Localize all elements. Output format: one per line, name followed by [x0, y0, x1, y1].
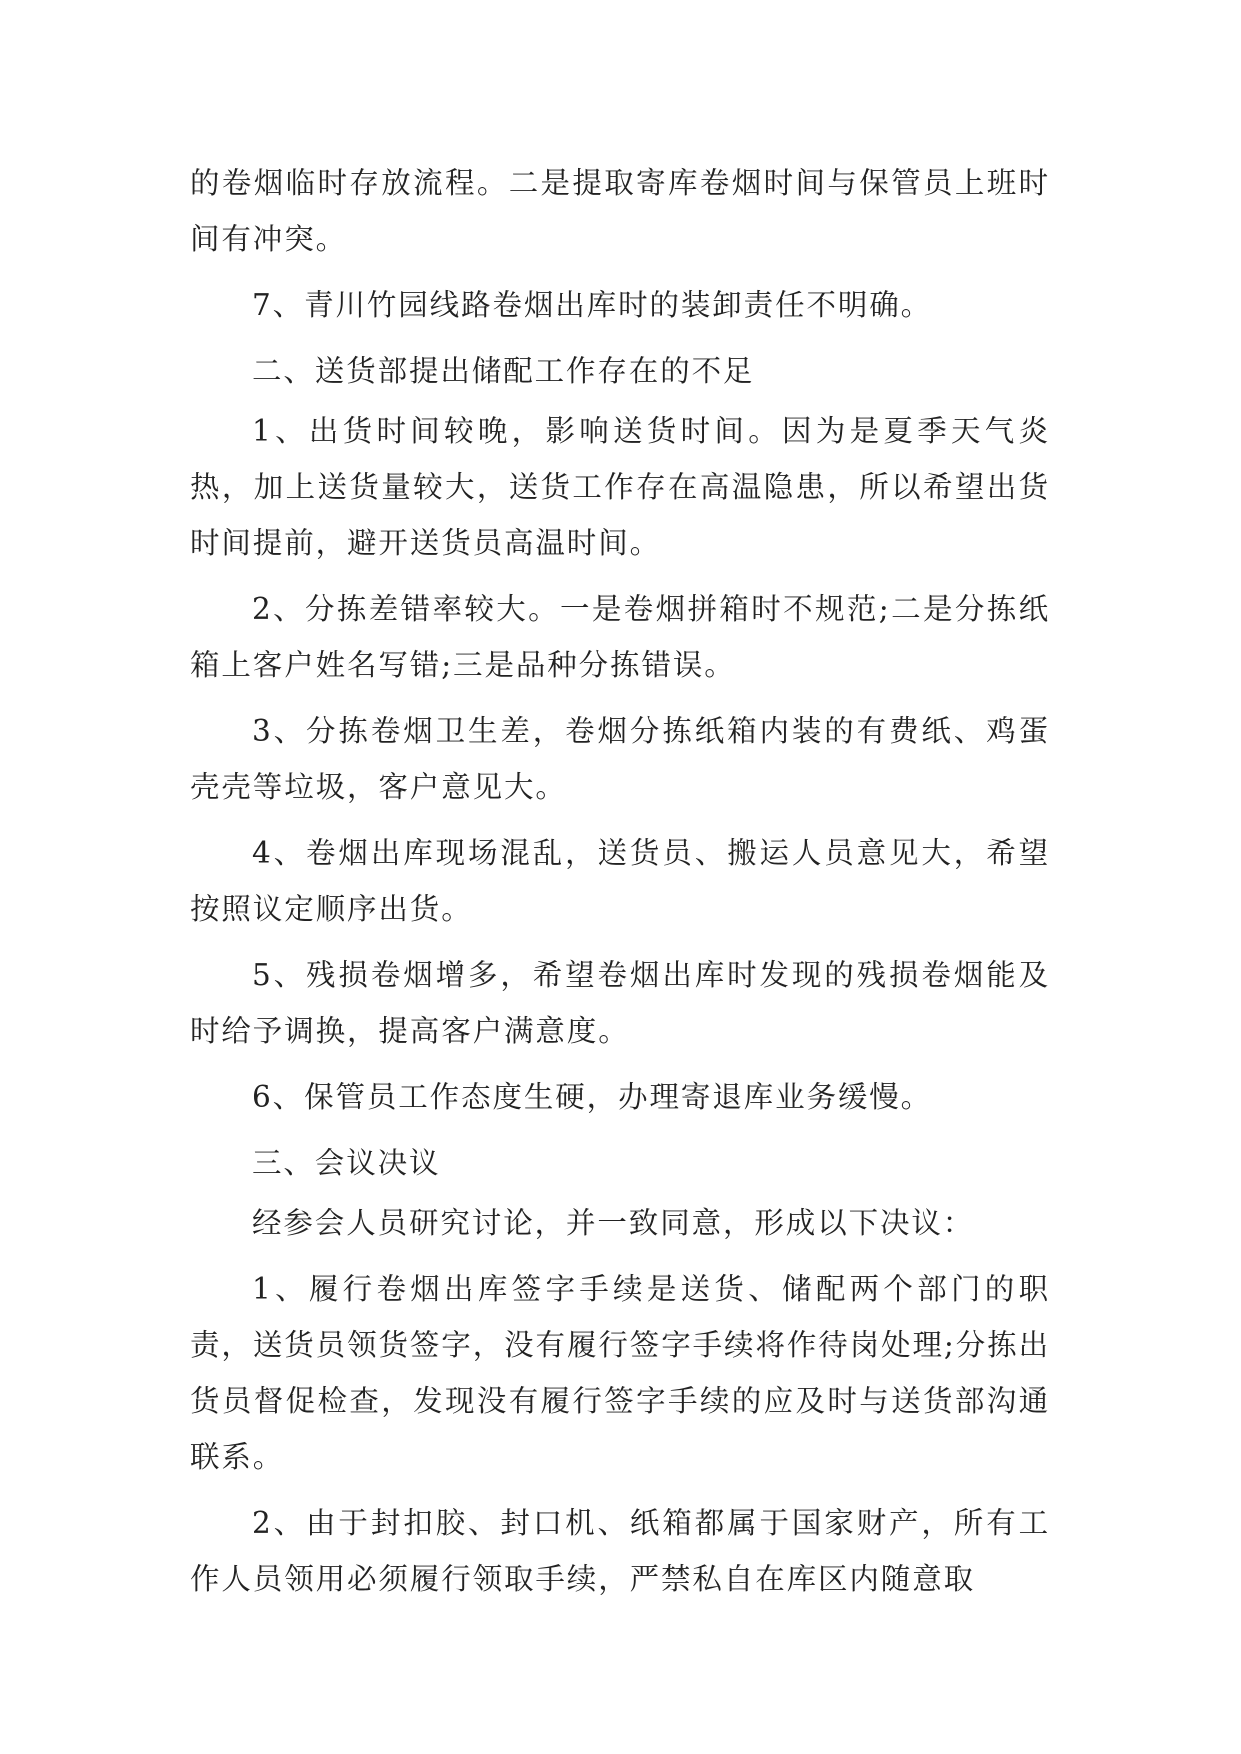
paragraph-item-5: 5、残损卷烟增多，希望卷烟出库时发现的残损卷烟能及时给予调换，提高客户满意度。 [190, 958, 1050, 1048]
paragraph-resolution-intro: 经参会人员研究讨论，并一致同意，形成以下决议： [252, 1206, 975, 1240]
section-heading-2: 二、送货部提出储配工作存在的不足 [252, 354, 755, 388]
paragraph-item-3: 3、分拣卷烟卫生差，卷烟分拣纸箱内装的有费纸、鸡蛋壳壳等垃圾，客户意见大。 [190, 714, 1050, 804]
paragraph-item-1: 1、出货时间较晚，影响送货时间。因为是夏季天气炎热，加上送货量较大，送货工作存在高温隐患，所以希望出货时间提前，避开送货员高温时间。 [190, 414, 1050, 560]
paragraph-item-6: 6、保管员工作态度生硬，办理寄退库业务缓慢。 [252, 1080, 933, 1114]
section-heading-3: 三、会议决议 [252, 1146, 441, 1180]
paragraph-item-2: 2、分拣差错率较大。一是卷烟拼箱时不规范;二是分拣纸箱上客户姓名写错;三是品种分拣错误。 [190, 592, 1050, 682]
paragraph-resolution-2: 2、由于封扣胶、封口机、纸箱都属于国家财产，所有工作人员领用必须履行领取手续，严禁私自在库区内随意取 [190, 1506, 1050, 1596]
document-body [190, 155, 1050, 1617]
paragraph-continuation: 的卷烟临时存放流程。二是提取寄库卷烟时间与保管员上班时间有冲突。 [190, 166, 1050, 256]
paragraph-resolution-1: 1、履行卷烟出库签字手续是送货、储配两个部门的职责，送货员领货签字，没有履行签字手续将作待岗处理;分拣出货员督促检查，发现没有履行签字手续的应及时与送货部沟通联系。 [190, 1272, 1050, 1474]
paragraph-item-4: 4、卷烟出库现场混乱，送货员、搬运人员意见大，希望按照议定顺序出货。 [190, 836, 1050, 926]
paragraph-item-7: 7、青川竹园线路卷烟出库时的装卸责任不明确。 [252, 288, 933, 322]
